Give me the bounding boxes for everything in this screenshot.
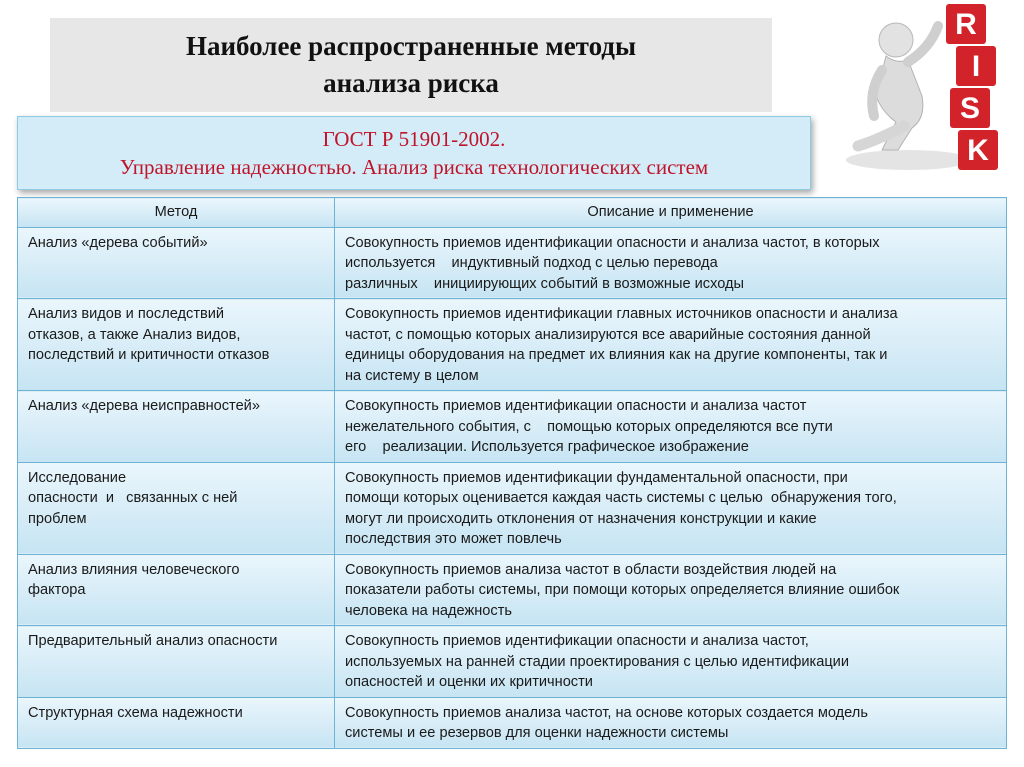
description-cell: Совокупность приемов анализа частот, на основе которых создается модель системы и ее резервов для оценки надежности системы xyxy=(335,697,1007,748)
description-cell: Совокупность приемов идентификации опасности и анализа частот, используемых на ранней стадии проектирования с целью идентификации опасностей и оценки их критичности xyxy=(335,626,1007,698)
table-row xyxy=(18,554,1007,626)
person-icon xyxy=(858,23,938,150)
method-cell: Анализ видов и последствий отказов, а также Анализ видов, последствий и критичности отказов xyxy=(18,299,335,391)
risk-letter-s: S xyxy=(959,92,981,125)
method-cell: Анализ «дерева событий» xyxy=(18,227,335,299)
method-cell: Структурная схема надежности xyxy=(18,697,335,748)
gost-number: ГОСТ Р 51901-2002. xyxy=(322,127,506,151)
method-cell: Предварительный анализ опасности xyxy=(18,626,335,698)
description-cell: Совокупность приемов идентификации опасности и анализа частот, в которых используется индуктивный подход с целью перевода различных инициирующих событий в возможные исходы xyxy=(335,227,1007,299)
description-cell: Совокупность приемов анализа частот в области воздействия людей на показатели работы системы, при помощи которых определяется влияние ошибок человека на надежность xyxy=(335,554,1007,626)
description-cell: Совокупность приемов идентификации главных источников опасности и анализа частот, с помощью которых анализируются все аварийные состояния данной единицы оборудования на предмет их влияния как на другие компоненты, так и на систему в целом xyxy=(335,299,1007,391)
header-description: Описание и применение xyxy=(335,198,1007,228)
title-banner xyxy=(50,18,772,112)
table-row xyxy=(18,462,1007,554)
header-method: Метод xyxy=(18,198,335,228)
description-cell: Совокупность приемов идентификации фундаментальной опасности, при помощи которых оценивается каждая часть системы с целью обнаружения того, могут ли происходить отклонения от назначения конструкции и какие последствия это может повлечь xyxy=(335,462,1007,554)
method-cell: Анализ «дерева неисправностей» xyxy=(18,391,335,463)
table-row xyxy=(18,391,1007,463)
table-row xyxy=(18,697,1007,748)
description-cell: Совокупность приемов идентификации опасности и анализа частот нежелательного события, с помощью которых определяются все пути его реализации. Используется графическое изображение xyxy=(335,391,1007,463)
risk-letter-r: R xyxy=(955,8,977,41)
method-cell: Анализ влияния человеческого фактора xyxy=(18,554,335,626)
table-header-row xyxy=(18,198,1007,228)
gost-subtitle: Управление надежностью. Анализ риска технологических систем xyxy=(119,155,709,179)
table-row xyxy=(18,227,1007,299)
gost-banner xyxy=(17,116,811,190)
table-row xyxy=(18,626,1007,698)
risk-illustration xyxy=(838,0,1024,188)
methods-table xyxy=(17,197,1007,749)
risk-letter-k: K xyxy=(967,134,989,167)
table-row xyxy=(18,299,1007,391)
risk-letter-i: I xyxy=(971,50,981,83)
method-cell: Исследование опасности и связанных с ней проблем xyxy=(18,462,335,554)
page-title-line-1: Наиболее распространенные методы xyxy=(185,31,637,61)
page-title-line-2: анализа риска xyxy=(323,68,499,98)
